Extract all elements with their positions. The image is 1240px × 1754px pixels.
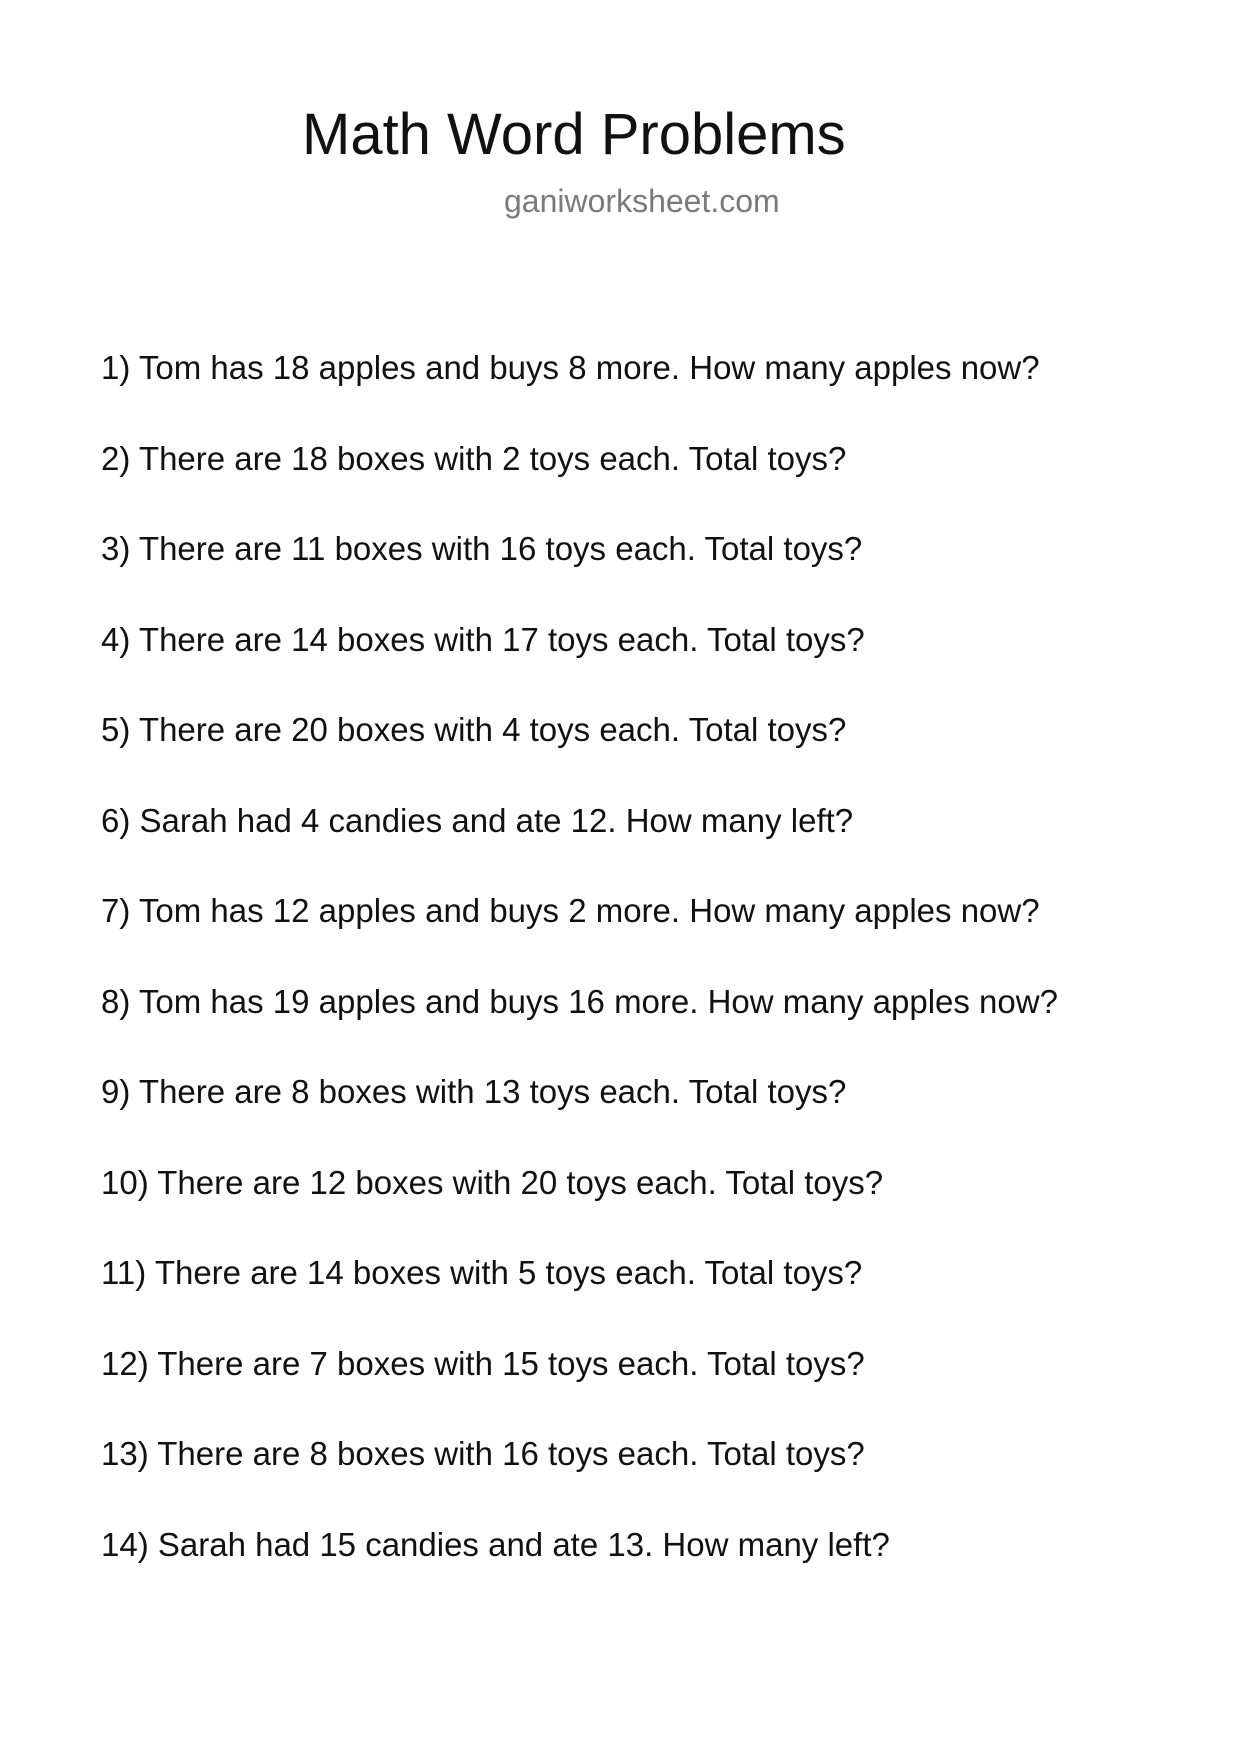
problem-list xyxy=(101,348,1058,1615)
problem-item: 1) Tom has 18 apples and buys 8 more. How many apples now? xyxy=(101,349,1040,386)
problem-item: 3) There are 11 boxes with 16 toys each. Total toys? xyxy=(101,530,863,567)
problem-item: 4) There are 14 boxes with 17 toys each. Total toys? xyxy=(101,620,865,658)
source-website: ganiworksheet.com xyxy=(504,183,780,219)
problem-item: 14) Sarah had 15 candies and ate 13. How many left? xyxy=(101,1525,890,1563)
problem-item: 10) There are 12 boxes with 20 toys each. Total toys? xyxy=(101,1163,884,1201)
problem-item: 6) Sarah had 4 candies and ate 12. How many left? xyxy=(101,801,854,839)
problem-item: 11) There are 14 boxes with 5 toys each. Total toys? xyxy=(101,1254,863,1291)
problem-item: 2) There are 18 boxes with 2 toys each. Total toys? xyxy=(101,439,847,477)
problem-item: 13) There are 8 boxes with 16 toys each. Total toys? xyxy=(101,1435,865,1472)
problem-item: 12) There are 7 boxes with 15 toys each. Total toys? xyxy=(101,1344,865,1382)
page-title: Math Word Problems xyxy=(302,102,846,167)
problem-item: 8) Tom has 19 apples and buys 16 more. How many apples now? xyxy=(101,982,1058,1020)
problem-item: 9) There are 8 boxes with 13 toys each. Total toys? xyxy=(101,1073,847,1110)
problem-item: 7) Tom has 12 apples and buys 2 more. How many apples now? xyxy=(101,892,1040,929)
problem-item: 5) There are 20 boxes with 4 toys each. Total toys? xyxy=(101,711,847,748)
